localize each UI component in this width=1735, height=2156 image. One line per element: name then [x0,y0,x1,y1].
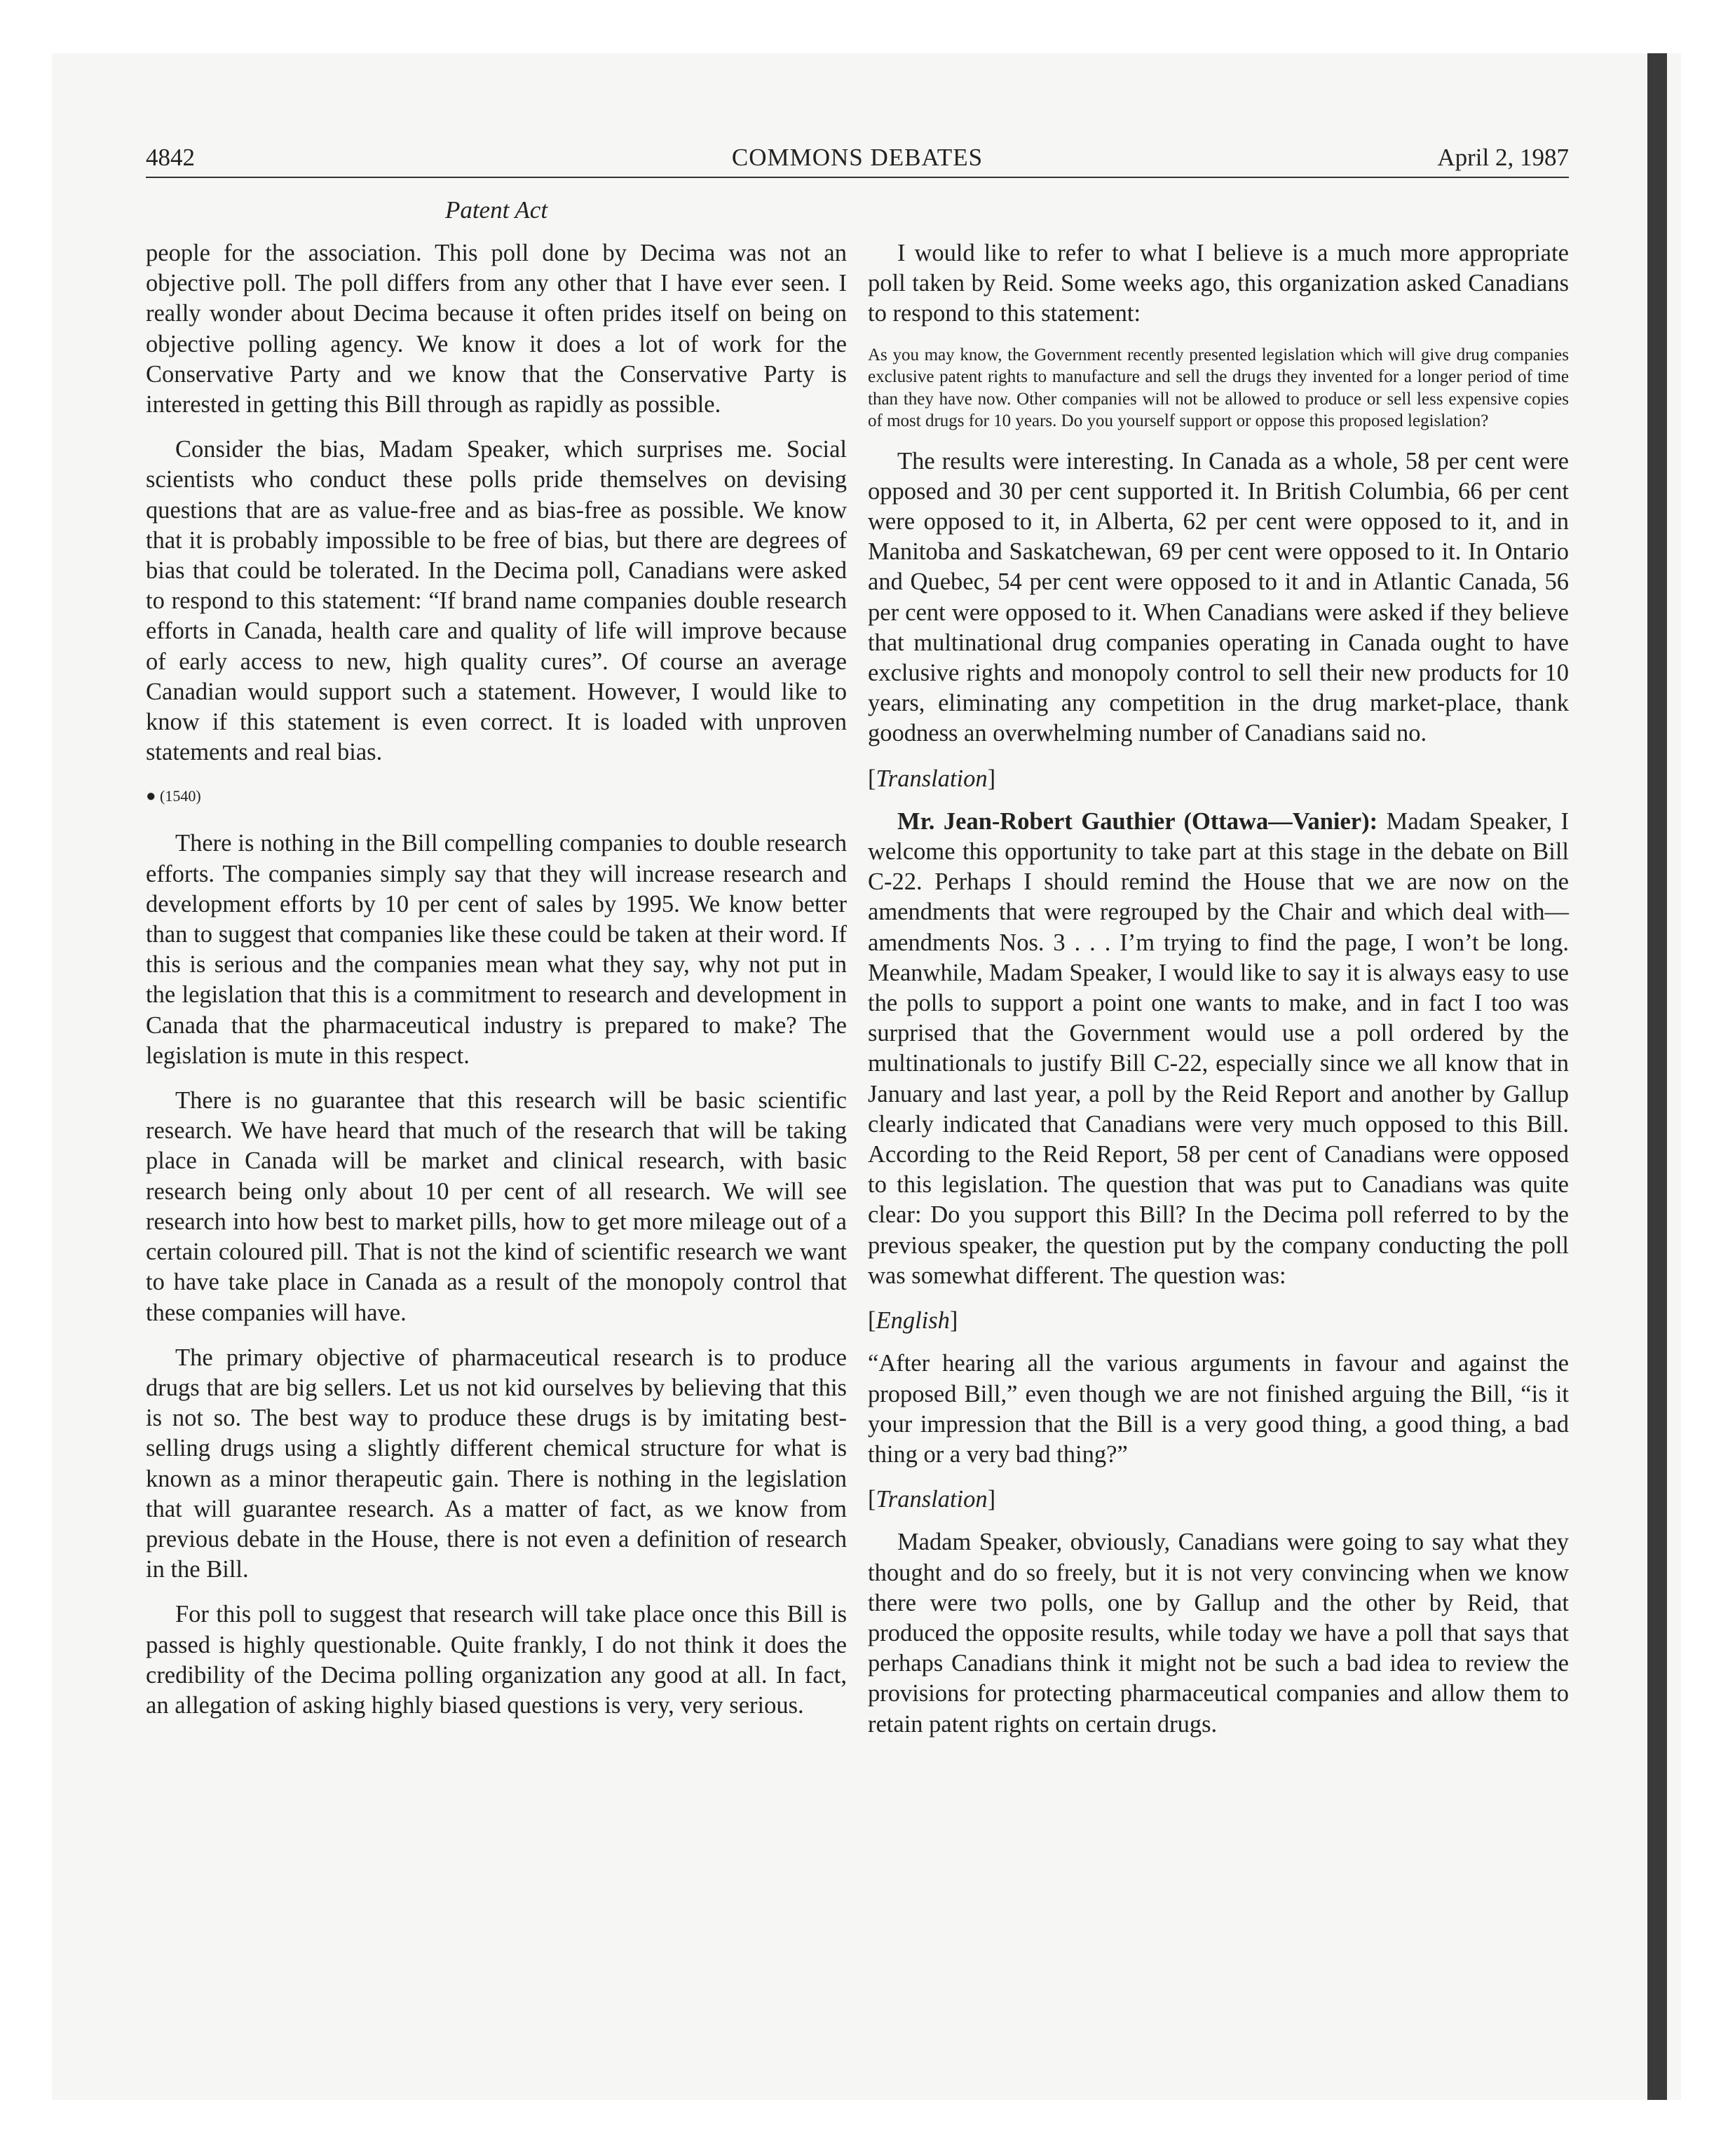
left-column [146,238,847,1735]
translation-tag: [Translation] [868,1486,996,1513]
bullet-icon: ● [146,787,156,806]
publication-title: COMMONS DEBATES [731,144,984,171]
speaker-text: Madam Speaker, I welcome this opportunity to take part at this stage in the debate on Bill C-22. Perhaps I should remind the House that we are now on the amendments that were regrouped by the Chair and which deal with—amendments Nos. 3 . . . I’m trying to find the page, I won’t be long. Meanwhile, Madam Speaker, I would like to say it is always easy to use the polls to support a point one wants to make, and in fact I too was surprised that the Government would use a poll ordered by the multinationals to justify Bill C-22, especially since we all know that in January and last year, a poll by the Reid Report and another by Gallup clearly indicated that Canadians were very much opposed to this Bill. According to the Reid Report, 58 per cent of Canadians were opposed to this legislation. The question that was put to Canadians was quite clear: Do you support this Bill? In the Decima poll referred to by the previous speaker, the question put by the company conducting the poll was somewhat different. The question was: [868,807,1570,1289]
translation-label: Translation [876,1486,988,1513]
paragraph: For this poll to suggest that research will take place once this Bill is passed is highly questionable. Quite frankly, I do not think it does the credibility of the Decima polling organization any good at all. In fact, an allegation of asking highly biased questions is very, very serious. [146,1601,847,1719]
paragraph: There is nothing in the Bill compelling companies to double research efforts. The companies simply say that they will increase research and development efforts by 10 per cent of sales by 1995. We know better than to suggest that companies like these could be taken at their word. If this is serious and the companies mean what they say, why not put in the legislation that this is a commitment to research and development in Canada that the pharmaceutical industry is prepared to make? The legislation is mute in this respect. [146,830,847,1069]
translation-tag: [Translation] [868,765,996,792]
english-tag: [English] [868,1307,958,1335]
paragraph: Madam Speaker, obviously, Canadians were going to say what they thought and do so freely, but it is not very convincing when we know there were two polls, one by Gallup and the other by Reid, that produced the opposite results, while today we have a poll that says that perhaps Canadians think it might not be such a bad idea to review the provisions for protecting pharmaceutical companies and allow them to retain patent rights on certain drugs. [868,1529,1569,1738]
right-column [868,238,1569,1754]
english-label: English [876,1307,950,1335]
paragraph: The results were interesting. In Canada as a whole, 58 per cent were opposed and 30 per cent supported it. In British Columbia, 66 per cent were opposed to it, in Alberta, 62 per cent were opposed to it, and in Manitoba and Saskatchewan, 69 per cent were opposed to it. In Ontario and Quebec, 54 per cent were opposed to it and in Atlantic Canada, 56 per cent were opposed to it. When Canadians were asked if they believe that multinational drug companies operating in Canada ought to have exclusive rights and monopoly control to sell their new products for 10 years, eliminating any competition in the drug market-place, thank goodness an overwhelming number of Canadians said no. [868,447,1569,747]
publication-date: April 2, 1987 [1437,144,1569,171]
paragraph: There is no guarantee that this research will be basic scientific research. We have heard that much of the research that will be taking place in Canada will be market and clinical research, with basic research being only about 10 per cent of all research. We will see research into how best to market pills, how to get more mileage out of a certain coloured pill. That is not the kind of scientific research we want to have take place in Canada as a result of the monopoly control that these companies will have. [146,1087,847,1326]
translation-label: Translation [876,765,988,792]
speaker-paragraph [868,807,1569,1291]
paragraph: people for the association. This poll done by Decima was not an objective poll. The poll differs from any other that I have ever seen. I really wonder about Decima because it often prides itself on being on objective polling agency. We know it does a lot of work for the Conservative Party and we know that the Conservative Party is interested in getting this Bill through as rapidly as possible. [146,240,847,418]
poll-quote: As you may know, the Government recently presented legislation which will give drug companies exclusive patent rights to manufacture and sell the drugs they invented for a longer period of time than they have now. Other companies will not be allowed to produce or sell less expensive copies of most drugs for 10 years. Do you yourself support or oppose this proposed legislation? [868,345,1569,431]
section-title: Patent Act [444,196,548,224]
paragraph: “After hearing all the various arguments in favour and against the proposed Bill,” even though we are not finished arguing the Bill, “is it your impression that the Bill is a very good thing, a good thing, a bad thing or a very bad thing?” [868,1350,1569,1468]
paragraph: Consider the bias, Madam Speaker, which surprises me. Social scientists who conduct these polls pride themselves on devising questions that are as value-free and as bias-free as possible. We know that it is probably impossible to be free of bias, but there are degrees of bias that could be tolerated. In the Decima poll, Canadians were asked to respond to this statement: “If brand name companies double research efforts in Canada, health care and quality of life will improve because of early access to new, high quality cures”. Of course an average Canadian would support such a statement. However, I would like to know if this statement is even correct. It is loaded with unproven statements and real bias. [146,436,847,766]
speaker-name: Mr. Jean-Robert Gauthier (Ottawa—Vanier): [897,807,1378,835]
paragraph: The primary objective of pharmaceutical research is to produce drugs that are big sellers. Let us not kid ourselves by believing that this is not so. The best way to produce these drugs is by imitating best-selling drugs using a slightly different chemical structure for what is known as a minor therapeutic gain. There is nothing in the legislation that will guarantee research. As a matter of fact, as we know from previous debate in the House, there is not even a definition of research in the Bill. [146,1344,847,1583]
scan-edge-bar [1647,53,1667,2100]
timestamp-marker [146,782,847,810]
running-head [146,142,1569,177]
page-number: 4842 [146,144,195,171]
header-rule [146,177,1569,178]
paragraph: I would like to refer to what I believe is a much more appropriate poll taken by Reid. Some weeks ago, this organization asked Canadians to respond to this statement: [868,240,1569,327]
timestamp-text: (1540) [160,787,201,805]
